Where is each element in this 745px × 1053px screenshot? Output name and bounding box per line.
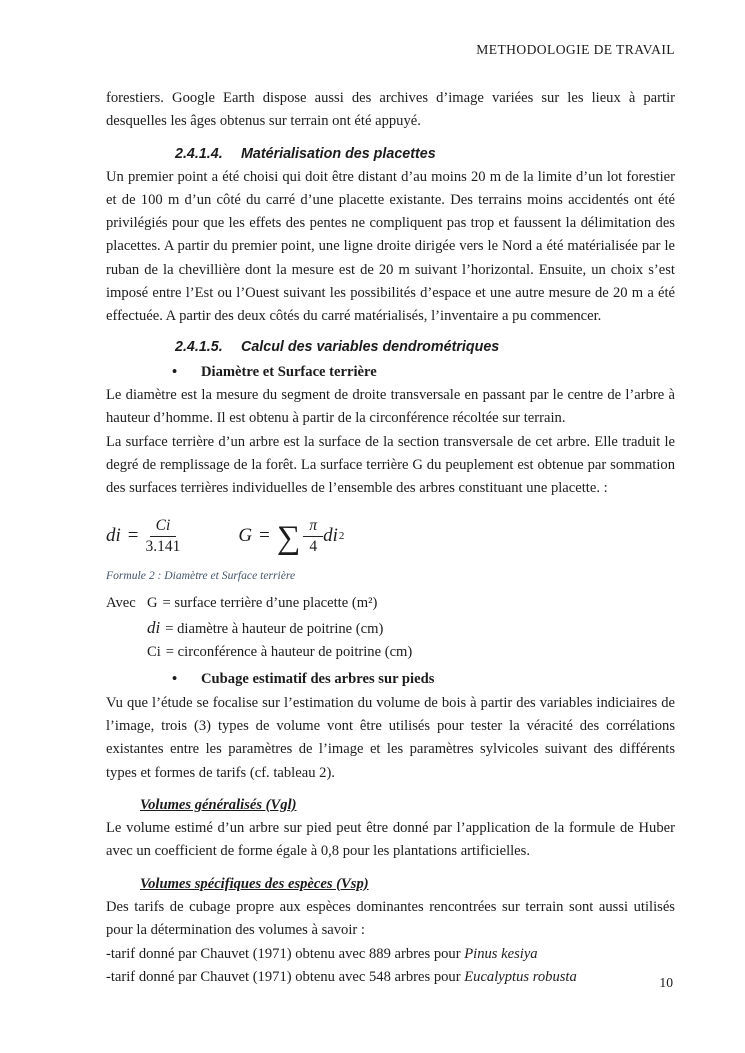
bullet-icon: • bbox=[172, 671, 178, 688]
formula-g-symbol: G bbox=[238, 525, 253, 547]
fraction-pi-over-4 bbox=[303, 517, 323, 556]
paragraph-placettes: Un premier point a été choisi qui doit être distant d’au moins 20 m de la limite d’un lot forestier et de 100 m d’un côté du carré d’une placette existante. Des terrains moins accidentés ont été privilégiés pour que les effets des pentes ne compliquent pas trop et faussent la délimitation des placettes. A partir du premier point, une ligne droite dirigée vers le Nord a été matérialisée par le ruban de la chevillière dont la mesure est de 20 m suivant l’horizontal. Ensuite, un choix s’est imposé entre l’Est ou l’Ouest suivant les possibilités d’espace et une autre mesure de 20 m a été effectuée. A partir des deux côtés du carré matérialisés, l’inventaire a pu commencer. bbox=[106, 168, 675, 325]
heading-title: Matérialisation des placettes bbox=[241, 145, 436, 162]
tarif-line-pinus bbox=[106, 943, 675, 966]
tarif-text: -tarif donné par Chauvet (1971) obtenu avec 548 arbres pour bbox=[106, 968, 465, 985]
bullet-label: Diamètre et Surface terrière bbox=[201, 363, 377, 380]
heading-title: Calcul des variables dendrométriques bbox=[241, 338, 500, 355]
species-name: Pinus kesiya bbox=[464, 945, 538, 962]
fraction-numerator: π bbox=[303, 517, 323, 537]
formula-di-squared: di bbox=[323, 525, 338, 547]
definition-term: Ci bbox=[147, 644, 161, 661]
subheading-volumes-specifiques: Volumes spécifiques des espèces (Vsp) bbox=[140, 875, 369, 892]
subheading-volumes-generalises: Volumes généralisés (Vgl) bbox=[140, 796, 297, 813]
definition-text: = surface terrière d’une placette (m²) bbox=[162, 595, 378, 612]
definition-text: = diamètre à hauteur de poitrine (cm) bbox=[165, 620, 384, 637]
tarif-text: -tarif donné par Chauvet (1971) obtenu avec 889 arbres pour bbox=[106, 945, 465, 962]
sigma-summation-icon: ∑ bbox=[276, 520, 301, 557]
bullet-heading-diametre bbox=[172, 361, 675, 384]
page-number: 10 bbox=[659, 975, 673, 990]
equals-sign: = bbox=[127, 525, 139, 547]
bullet-label: Cubage estimatif des arbres sur pieds bbox=[201, 671, 435, 688]
definition-g bbox=[106, 592, 675, 615]
tarif-line-eucalyptus bbox=[106, 966, 675, 989]
paragraph-surface: La surface terrière d’un arbre est la surface de la section transversale de cet arbre. Elle traduit le degré de remplissage de la forêt. La surface terrière G du peuplement est obtenue par sommation des surfaces terrières individuelles de l’ensemble des arbres constituant une placette. : bbox=[106, 433, 675, 497]
paragraph-cubage: Vu que l’étude se focalise sur l’estimation du volume de bois à partir des variables indiciaires de l’image, trois (3) types de volume vont être utilisés pour tester la véracité des corrélations existantes entre les paramètres de l’image et les paramètres sylvicoles suivant des différents types et formes de tarifs (cf. tableau 2). bbox=[106, 694, 675, 781]
running-header: METHODOLOGIE DE TRAVAIL bbox=[476, 42, 675, 57]
heading-2-4-1-4 bbox=[175, 143, 675, 166]
formula-caption: Formule 2 : Diamètre et Surface terrière bbox=[106, 569, 296, 583]
bullet-icon: • bbox=[172, 363, 178, 380]
definition-term: G bbox=[147, 595, 158, 612]
paragraph-diametre: Le diamètre est la mesure du segment de droite transversale en passant par le centre de l’arbre à hauteur d’homme. Il est obtenu à partir de la circonférence récoltée sur terrain. bbox=[106, 386, 675, 427]
heading-number: 2.4.1.4. bbox=[175, 145, 223, 162]
paragraph-vsp: Des tarifs de cubage propre aux espèces dominantes rencontrées sur terrain sont aussi utilisés pour la détermination des volumes à savoir : bbox=[106, 899, 675, 939]
formula-diametre-surface-terriere bbox=[106, 508, 675, 564]
equals-sign: = bbox=[259, 525, 270, 547]
definitions-block bbox=[106, 592, 675, 664]
fraction-denominator: 4 bbox=[309, 537, 318, 555]
definition-ci bbox=[147, 641, 675, 664]
formula-di-symbol: di bbox=[106, 525, 121, 547]
fraction-denominator: 3.141 bbox=[145, 537, 181, 555]
bullet-heading-cubage bbox=[172, 668, 675, 691]
heading-number: 2.4.1.5. bbox=[175, 338, 223, 355]
fraction-ci-over-3141 bbox=[146, 517, 181, 556]
definition-term: di bbox=[147, 617, 161, 637]
heading-2-4-1-5 bbox=[175, 336, 675, 359]
superscript-2: 2 bbox=[338, 530, 345, 543]
definition-text: = circonférence à hauteur de poitrine (cm) bbox=[165, 644, 413, 661]
fraction-numerator: Ci bbox=[150, 517, 177, 537]
paragraph-vgl: Le volume estimé d’un arbre sur pied peut être donné par l’application de la formule de Huber avec un coefficient de forme égale à 0,8 pour les plantations artificielles. bbox=[106, 820, 675, 860]
species-name: Eucalyptus robusta bbox=[464, 968, 577, 985]
avec-label: Avec bbox=[106, 595, 136, 612]
paragraph-intro: forestiers. Google Earth dispose aussi des archives d’image variées sur les lieux à partir desquelles les âges obtenus sur terrain ont été appuyé. bbox=[106, 90, 675, 130]
definition-di bbox=[147, 616, 675, 641]
